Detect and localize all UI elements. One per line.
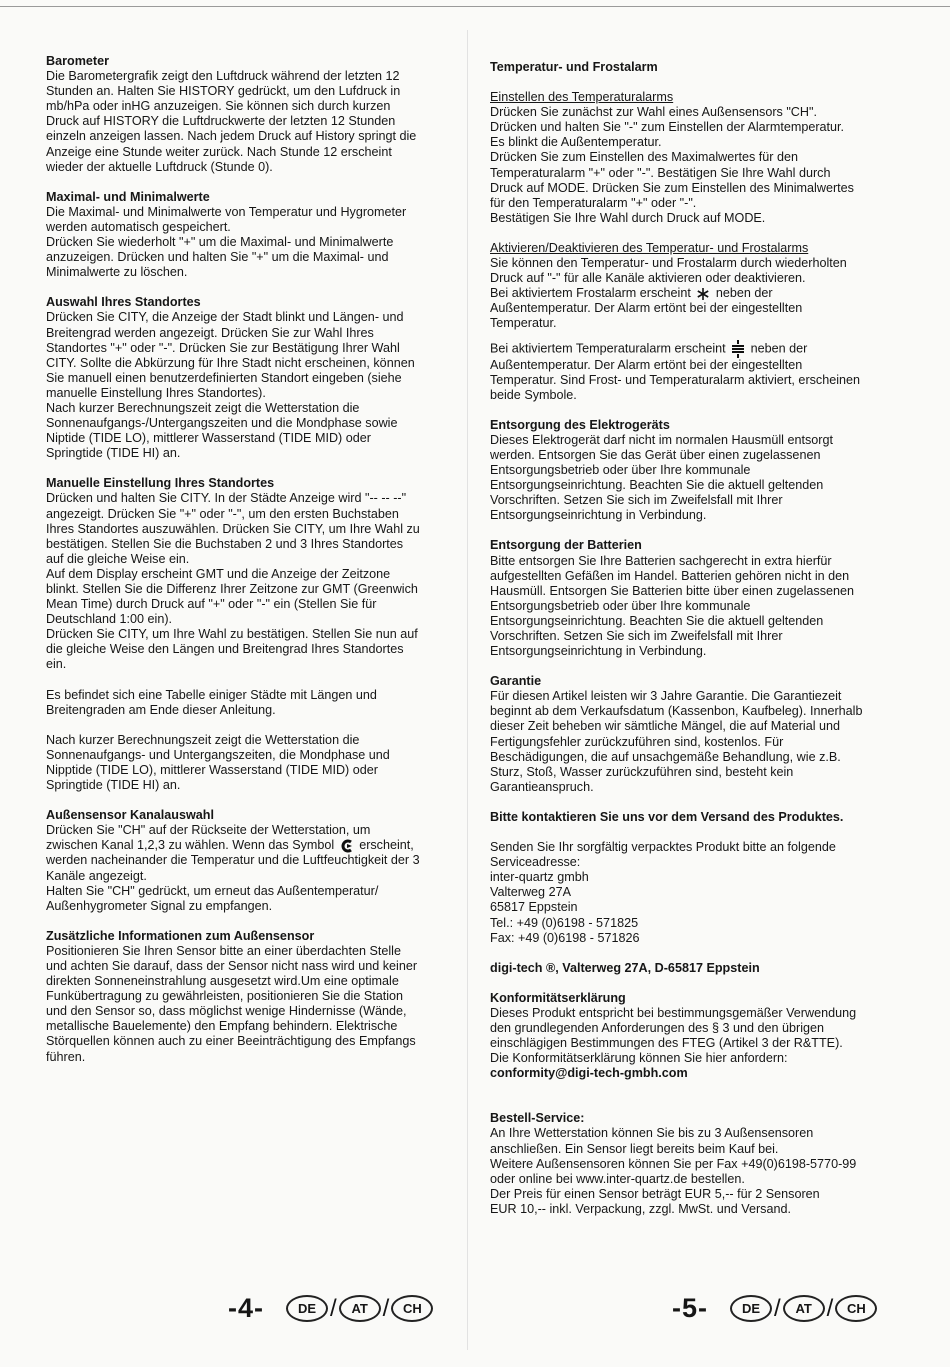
text-line: manuelle Einstellung Ihres Standortes). [46,385,266,400]
text-line: Entsorgungseinrichtung. Beachten Sie die aktuell geltenden [490,478,824,493]
text-line: Außenhygrometer Signal zu empfangen. [46,898,273,913]
section-title: Außensensor Kanalauswahl [46,808,214,823]
text-line: führen. [46,1049,86,1064]
text-line: anzuzeigen. Drücken und halten Sie "+" um die Maximal- und [46,250,389,265]
text-line: metallische Bauelemente) den Empfang behindern. Elektrische [46,1019,398,1034]
section-maxmin [46,190,451,281]
column-divider [467,30,468,1350]
text-line: Entsorgungsbetrieb oder über Ihre kommunale [490,463,751,478]
text-line: oder online bei www.inter-quartz.de bestellen. [490,1171,745,1186]
text-line: Dieses Produkt entspricht bei bestimmungsgemäßer Verwendung [490,1005,857,1020]
text-line: 65817 Eppstein [490,900,578,915]
text-line: wieder der aktuelle Luftdruck (Stunde 0). [46,159,273,174]
text-line: Bestätigen Sie Ihre Wahl durch Druck auf MODE. [490,210,766,225]
text-line: Drücken Sie CITY, um Ihre Wahl zu bestätigen. Stellen Sie nun auf [46,627,418,642]
snowflake-icon [696,287,710,301]
section-channel [46,808,451,914]
text-line: Drücken Sie zunächst zur Wahl eines Außensensors "CH". [490,105,817,120]
text-line: Drücken Sie CITY, die Anzeige der Stadt blinkt und Längen- und [46,310,404,325]
text-line: Drücken und halten Sie CITY. In der Städte Anzeige wird "-- -- --" [46,491,407,506]
text-line: Drücken Sie "CH" auf der Rückseite der Wetterstation, um [46,823,371,838]
text-line: Entsorgungsbetrieb oder über Ihre kommunale [490,598,751,613]
section-title: Konformitätserklärung [490,990,626,1005]
text-line: Sturz, Stoß, Wasser zurückzuführen sind, besteht kein [490,764,794,779]
text-line: Anzeige eine Stunde weiter zurück. Nach Stunde 12 erscheint [46,144,392,159]
section-title: Bestell-Service: [490,1111,585,1126]
text-line: die gleiche Weise den Längen und Breitengrad Ihres Standortes [46,642,404,657]
text-line: Standortes "+" oder "-". Drücken Sie zur Bestätigung Ihrer Wahl [46,340,400,355]
text-line: Minimalwerte zu löschen. [46,265,188,280]
text-line: Fertigungsfehler zurückzuführen sind, kostenlos. Für [490,734,784,749]
section-title: Barometer [46,54,109,68]
section-disposal-device [490,418,898,524]
text-line: einschlägigen Bestimmungen des FTEG (Artikel 3 der R&TTE). [490,1036,843,1051]
text-line: Der Preis für einen Sensor beträgt EUR 5,-- für 2 Sensoren [490,1186,820,1201]
page-number: -4- [228,1293,264,1323]
text-line: CITY. Sollte die Abkürzung für Ihre Stadt nicht erscheinen, können [46,355,415,370]
footer-left [228,1293,433,1324]
text-fragment: zwischen Kanal 1,2,3 zu wählen. Wenn das Symbol [46,838,335,853]
company-line: digi-tech ®, Valterweg 27A, D-65817 Eppstein [490,960,760,975]
text-line: Druck auf HISTORY die Luftdruckwerte der letzten 12 Stunden [46,114,396,129]
text-line: mb/hPa oder inHG anzuzeigen. Sie können sich durch kurzen [46,99,391,114]
section-title: Entsorgung des Elektrogeräts [490,417,670,432]
text-line: Senden Sie Ihr sorgfältig verpacktes Produkt bitte an folgende [490,840,836,855]
section-title: Garantie [490,674,542,689]
text-line: Drücken Sie wiederholt "+" um die Maximal- und Minimalwerte [46,235,394,250]
text-line: Druck auf MODE. Drücken Sie zum Einstellen des Minimalwertes [490,180,854,195]
subsection-title: Aktivieren/Deaktivieren des Temperatur- und Frostalarms [490,240,809,255]
text-line: Kanäle angezeigt. [46,868,147,883]
text-line: Die Maximal- und Minimalwerte von Temperatur und Hygrometer [46,204,407,219]
text-line: Springtide (TIDE HI) an. [46,778,181,793]
separator: / [382,1294,390,1322]
text-line: Nach kurzer Berechnungszeit zeigt die Wetterstation die [46,732,360,747]
text-line: Für diesen Artikel leisten wir 3 Jahre Garantie. Die Garantiezeit [490,689,842,704]
section-title: Zusätzliche Informationen zum Außensensor [46,928,315,943]
section-sensor-info [46,929,451,1065]
text-line: Halten Sie "CH" gedrückt, um erneut das Außentemperatur/ [46,883,379,898]
section-disposal-batteries [490,538,898,659]
text-line: Weitere Außensensoren können Sie per Fax +49(0)6198-5770-99 [490,1156,857,1171]
text-line: Außentemperatur. Der Alarm ertönt bei der eingestellten [490,301,803,316]
section-title: Maximal- und Minimalwerte [46,189,210,204]
text-line: Sonnenaufgangs- und Untergangszeiten, die Mondphase und [46,747,390,762]
text-line: blinkt. Stellen Sie die Differenz Ihrer Zeitzone zur GMT (Greenwich [46,582,418,596]
text-line: Entsorgungseinrichtung. Beachten Sie die aktuell geltenden [490,613,824,628]
text-line: Deutschland 1:00 ein). [46,612,173,627]
signal-symbol-icon [340,839,354,853]
text-line: Vorschriften. Setzen Sie sich im Zweifelsfall mit Ihrer [490,629,783,643]
text-line: Sonnenaufgangs-/Untergangszeiten und die Mondphase sowie [46,416,398,431]
text-line: Ihres Standortes auszuwählen. Drücken Sie CITY, um Ihre Wahl zu [46,521,420,536]
text-line: Temperaturalarm "+" oder "-". Bestätigen Sie Ihre Wahl durch [490,165,831,180]
text-line: werden nacheinander die Temperatur und die Luftfeuchtigkeit der 3 [46,853,420,868]
text-line: werden automatisch gespeichert. [46,219,231,234]
section-contact [490,810,898,976]
text-line: inter-quartz gmbh [490,870,589,885]
text-line: Außentemperatur. Der Alarm ertönt bei der eingestellten [490,357,803,372]
text-line: EUR 10,-- inkl. Verpackung, zzgl. MwSt. und Versand. [490,1201,791,1216]
text-line: Sie manuell einen benutzerdefinierten Standort eingeben (siehe [46,370,402,385]
text-line: Serviceadresse: [490,855,581,870]
page-number: -5- [672,1293,708,1323]
text-line: Funkübertragung zu gewährleisten, positionieren Sie die Station [46,989,404,1004]
text-line: beginnt ab dem Verkaufsdatum (Kassenbon, Kaufbeleg). Innerhalb [490,704,863,719]
text-fragment: Bei aktiviertem Frostalarm erscheint [490,286,691,301]
text-line: Hausmüll. Entsorgen Sie Batterien bitte über einen zugelassenen [490,583,855,598]
text-line: Sie können den Temperatur- und Frostalarm durch wiederholten [490,256,847,271]
section-manual-location [46,476,451,793]
text-line: Niptide (TIDE LO), mittlerer Wasserstand (TIDE MID) oder [46,431,371,446]
top-rule [0,0,950,7]
country-badges [286,1295,433,1323]
text-line: Dieses Elektrogerät darf nicht im normalen Hausmüll entsorgt [490,432,833,447]
country-badge: AT [339,1295,381,1322]
text-line: Die Barometergrafik zeigt den Luftdruck während der letzten 12 [46,69,400,84]
text-line: Drücken und halten Sie "-" zum Einstellen der Alarmtemperatur. [490,120,845,135]
section-title: Bitte kontaktieren Sie uns vor dem Versand des Produktes. [490,809,844,824]
text-line: und den Sensor so, dass möglichst wenige Hindernisse (Wände, [46,1004,407,1019]
text-line: dieser Zeit beheben wir sämtliche Mängel, die auf Material und [490,719,841,734]
text-line: Nipptide (TIDE LO), mittlerer Wasserstand (TIDE MID) oder [46,762,378,777]
text-line: einzeln anzeigen lassen. Nach jedem Druck auf History springt die [46,129,417,144]
separator: / [774,1294,781,1322]
right-column [490,60,898,1232]
text-line: anschließen. Ein Sensor liegt bereits beim Kauf bei. [490,1141,779,1156]
footer-right [672,1293,877,1324]
section-warranty [490,674,898,795]
text-line: Temperatur. Sind Frost- und Temperaturalarm aktiviert, erscheinen [490,372,861,387]
text-line: Auf dem Display erscheint GMT und die Anzeige der Zeitzone [46,566,391,581]
text-line: Entsorgungseinrichtung in Verbindung. [490,508,707,523]
section-title: Manuelle Einstellung Ihres Standortes [46,476,275,491]
text-line: den grundlegenden Anforderungen des § 3 und den übrigen [490,1020,825,1035]
text-line: werden. Entsorgen Sie das Gerät über einen zugelassenen [490,447,821,462]
temp-alert-icon [731,340,745,358]
country-badge: CH [835,1295,877,1322]
text-line: Breitengrad werden angezeigt. Drücken Sie zur Wahl Ihres [46,325,374,340]
left-column [46,54,451,1080]
email-link[interactable]: conformity@digi-tech-gmbh.com [490,1066,688,1081]
text-line: für den Temperaturalarm "+" oder "-". [490,195,697,210]
text-line: Valterweg 27A [490,885,571,900]
text-line: Stunden an. Halten Sie HISTORY gedrückt, um den Lufdruck in [46,84,401,99]
text-line: Störquellen können auch zu einer Beeinträchtigung des Empfangs [46,1034,416,1049]
country-badge: AT [783,1295,825,1322]
text-fragment: erscheint, [359,838,414,853]
section-title: Auswahl Ihres Standortes [46,295,201,310]
text-line: Temperatur. [490,316,557,331]
text-line: Springtide (TIDE HI) an. [46,446,181,461]
text-fragment: Bei aktiviertem Temperaturalarm erscheint [490,340,726,355]
text-line: Vorschriften. Setzen Sie sich im Zweifelsfall mit Ihrer [490,493,783,508]
text-line: Tel.: +49 (0)6198 - 571825 [490,915,639,930]
text-line: und achten Sie darauf, dass der Sensor nicht nass wird und keiner [46,958,418,973]
text-fragment: neben der [715,286,773,301]
text-line-with-icon [46,838,451,853]
text-line: Fax: +49 (0)6198 - 571826 [490,930,640,945]
text-line: Drücken Sie zum Einstellen des Maximalwertes für den [490,150,798,165]
text-line: Beschädigungen, die auf unsachgemäße Behandlung, wie z.B. [490,749,841,764]
section-barometer [46,54,451,175]
subsection-title: Einstellen des Temperaturalarms [490,90,674,105]
text-line: Garantieanspruch. [490,779,594,794]
text-line: Es befindet sich eine Tabelle einiger Städte mit Längen und [46,687,377,702]
country-badge: DE [730,1295,772,1322]
section-conformity [490,991,898,1082]
section-alarm [490,60,898,403]
text-line-with-icon [490,340,898,358]
country-badge: CH [391,1295,433,1322]
section-title: Entsorgung der Batterien [490,538,642,553]
text-line: Positionieren Sie Ihren Sensor bitte an einer überdachten Stelle [46,943,401,958]
separator: / [330,1294,337,1322]
text-line: Entsorgungseinrichtung in Verbindung. [490,644,707,659]
text-line: Es blinkt die Außentemperatur. [490,135,662,150]
text-line-with-icon [490,286,898,301]
text-line: direkten Sonneneinstrahlung ausgesetzt wird.Um eine optimale [46,974,399,989]
text-line: bestätigen. Stellen Sie die Buchstaben 2 und 3 Ihres Standortes [46,536,404,551]
text-line: angezeigt. Drücken Sie "+" oder "-", um den ersten Buchstaben [46,506,399,521]
text-line: Nach kurzer Berechnungszeit zeigt die Wetterstation die [46,400,360,415]
text-line: auf die gleiche Weise ein. [46,551,190,566]
text-line: Breitengraden am Ende dieser Anleitung. [46,702,276,717]
text-fragment: neben der [750,340,808,355]
text-line: Druck auf "-" für alle Kanäle aktivieren oder deaktivieren. [490,271,806,286]
section-order-service [490,1111,898,1217]
section-location [46,295,451,461]
text-line: Die Konformitätserklärung können Sie hier anfordern: [490,1051,788,1066]
text-line: Bitte entsorgen Sie Ihre Batterien sachgerecht in extra hierfür [490,553,832,568]
text-line: beide Symbole. [490,387,577,402]
text-line: Mean Time) durch Druck auf "+" oder "-" ein (Stellen Sie für [46,597,377,612]
separator: / [826,1294,834,1322]
section-title: Temperatur- und Frostalarm [490,60,658,74]
text-line: aufgestellten Gefäßen im Handel. Batterien gehören nicht in den [490,568,850,583]
text-line: ein. [46,657,67,672]
country-badge: DE [286,1295,328,1322]
text-line: An Ihre Wetterstation können Sie bis zu 3 Außensensoren [490,1126,814,1141]
country-badges [730,1295,877,1323]
